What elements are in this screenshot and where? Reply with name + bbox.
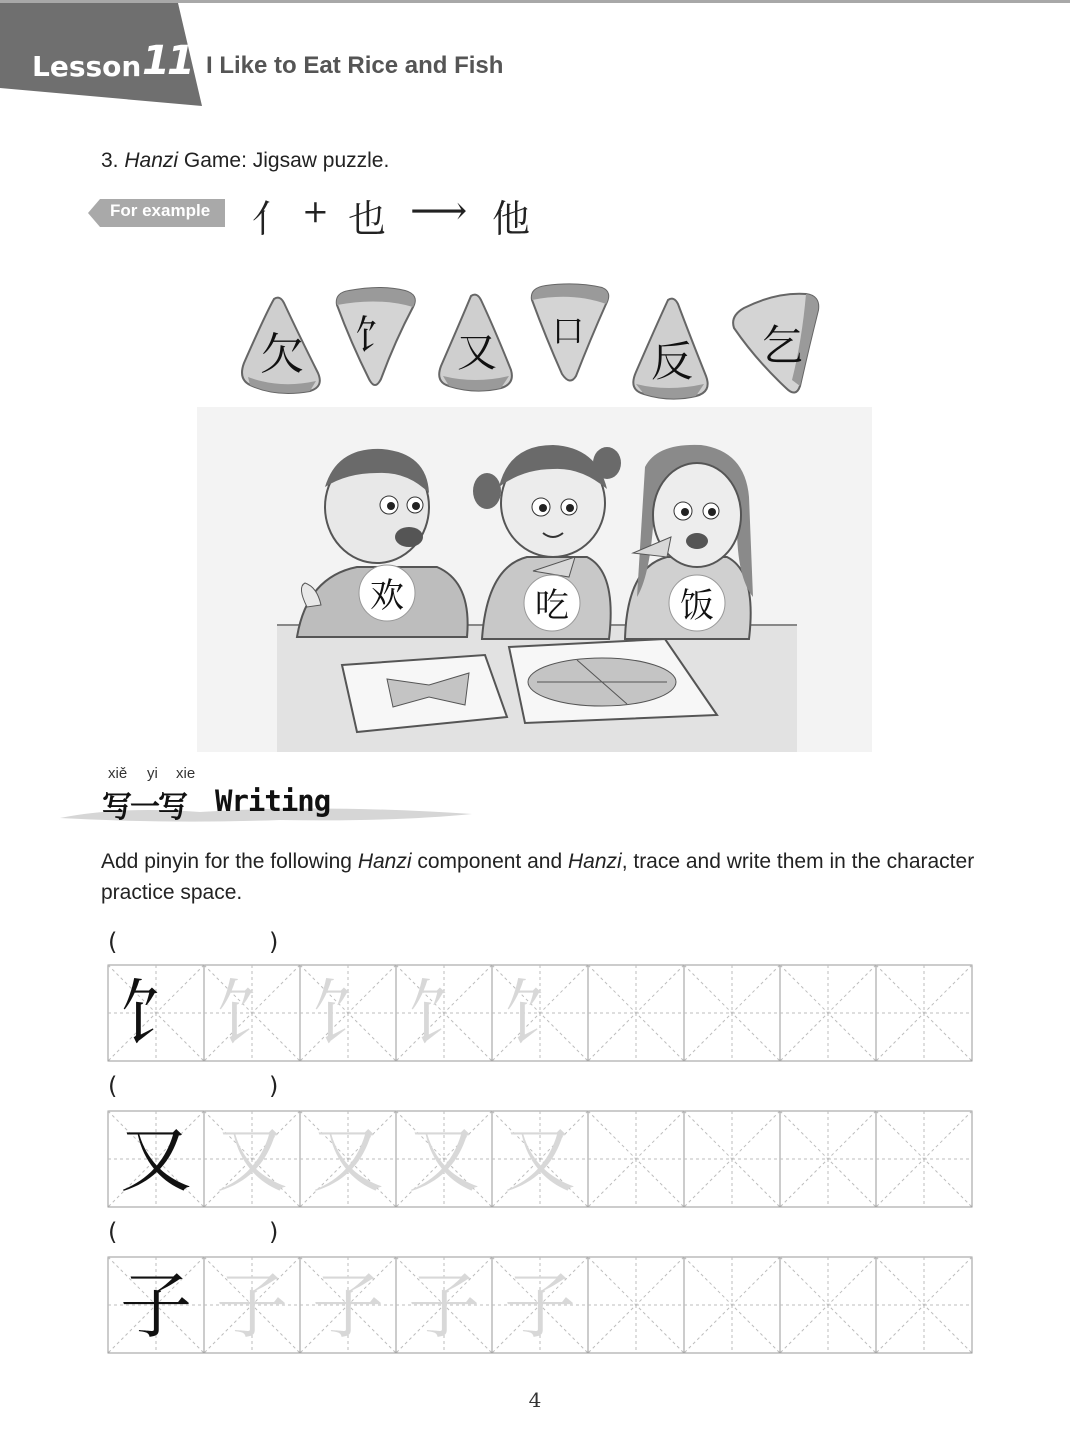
- example-arrow: ⟶: [410, 188, 468, 234]
- practice-cell[interactable]: [396, 1257, 492, 1353]
- practice-cell[interactable]: [780, 1111, 876, 1207]
- plate-char-1: 欢: [370, 576, 404, 616]
- kids-eating-pizza-illustration: [197, 407, 872, 752]
- practice-cell[interactable]: [204, 1111, 300, 1207]
- pinyin-paren-open-3: (: [108, 1218, 118, 1246]
- pinyin-2: yi: [147, 765, 158, 782]
- puzzle-char-2: 饣: [355, 313, 395, 359]
- practice-cell[interactable]: [300, 965, 396, 1061]
- trace-character: 饣: [215, 972, 289, 1056]
- trace-character: 又: [407, 1118, 481, 1202]
- plate-char-3: 饭: [680, 586, 714, 626]
- instructions-italic-1: Hanzi: [357, 850, 412, 873]
- practice-cell[interactable]: [492, 1111, 588, 1207]
- lesson-label: Lesson: [32, 50, 142, 83]
- instructions-text-3: , trace and write them in the character practice space.: [101, 850, 975, 904]
- pizza-box-left: [342, 655, 507, 732]
- trace-character: 又: [215, 1118, 289, 1202]
- practice-cell[interactable]: [588, 965, 684, 1061]
- writing-heading-chinese: 写一写: [102, 790, 186, 825]
- pinyin-3: xie: [176, 765, 196, 782]
- pizza-piece-4: [532, 284, 608, 380]
- pizza-puzzle-pieces: [226, 278, 836, 403]
- practice-cell[interactable]: [108, 1111, 204, 1207]
- practice-cell[interactable]: [492, 1257, 588, 1353]
- trace-character: 子: [215, 1264, 289, 1348]
- puzzle-char-5: 反: [650, 337, 694, 386]
- practice-cell[interactable]: [684, 965, 780, 1061]
- section-title-italic: Hanzi: [124, 149, 179, 172]
- practice-cell[interactable]: [108, 1257, 204, 1353]
- pizza-piece-2: [337, 288, 415, 385]
- pizza-piece-1: [242, 298, 320, 393]
- lesson-number: 11: [142, 38, 192, 84]
- puzzle-char-1: 欠: [260, 329, 304, 380]
- practice-cell[interactable]: [876, 1111, 972, 1207]
- practice-cell[interactable]: [876, 965, 972, 1061]
- puzzle-char-4: 口: [551, 312, 585, 350]
- practice-cell[interactable]: [396, 965, 492, 1061]
- practice-cell[interactable]: [300, 1257, 396, 1353]
- instructions-italic-2: Hanzi: [567, 850, 622, 873]
- puzzle-char-3: 又: [457, 330, 497, 376]
- plate-char-2: 吃: [535, 586, 569, 626]
- writing-instructions: [101, 846, 1001, 908]
- practice-cell[interactable]: [396, 1111, 492, 1207]
- model-character: 饣: [119, 972, 193, 1056]
- pizza-piece-6: [733, 294, 818, 393]
- practice-cell[interactable]: [588, 1257, 684, 1353]
- practice-cell[interactable]: [108, 965, 204, 1061]
- instructions-text-1: Add pinyin for the following: [101, 850, 358, 873]
- pinyin-paren-close-3: ): [269, 1218, 279, 1246]
- example-plus: +: [302, 192, 329, 230]
- trace-character: 饣: [311, 972, 385, 1056]
- practice-cell[interactable]: [204, 965, 300, 1061]
- model-character: 又: [119, 1118, 193, 1202]
- practice-cell[interactable]: [492, 965, 588, 1061]
- example-component-2: 也: [348, 197, 387, 241]
- practice-cell[interactable]: [684, 1257, 780, 1353]
- pinyin-paren-open-2: (: [108, 1072, 118, 1100]
- practice-cell[interactable]: [684, 1111, 780, 1207]
- trace-character: 子: [311, 1264, 385, 1348]
- trace-character: 又: [503, 1118, 577, 1202]
- model-character: 子: [119, 1264, 193, 1348]
- practice-grid-row-1[interactable]: [107, 964, 975, 1062]
- puzzle-char-6: 乞: [760, 321, 804, 370]
- pinyin-paren-open-1: (: [108, 928, 118, 956]
- practice-cell[interactable]: [204, 1257, 300, 1353]
- trace-character: 子: [503, 1264, 577, 1348]
- for-example-label: For example: [110, 201, 211, 220]
- practice-cell[interactable]: [780, 965, 876, 1061]
- writing-heading-english: Writing: [215, 784, 331, 818]
- practice-cell[interactable]: [780, 1257, 876, 1353]
- section-number: 3.: [101, 149, 119, 172]
- pinyin-1: xiě: [108, 765, 128, 782]
- practice-grid-row-3[interactable]: [107, 1256, 975, 1354]
- pizza-piece-5: [633, 299, 707, 399]
- practice-cell[interactable]: [588, 1111, 684, 1207]
- trace-character: 子: [407, 1264, 481, 1348]
- pinyin-paren-close-2: ): [269, 1072, 279, 1100]
- lesson-title: I Like to Eat Rice and Fish: [206, 52, 504, 79]
- example-result: 他: [492, 197, 531, 241]
- trace-character: 又: [311, 1118, 385, 1202]
- section-3-title: [101, 149, 389, 173]
- pinyin-paren-close-1: ): [269, 928, 279, 956]
- pizza-piece-3: [439, 295, 512, 391]
- page-number: 4: [528, 1388, 542, 1412]
- practice-cell[interactable]: [876, 1257, 972, 1353]
- section-title-rest: Game: Jigsaw puzzle.: [178, 149, 390, 172]
- practice-grid-row-2[interactable]: [107, 1110, 975, 1208]
- trace-character: 饣: [503, 972, 577, 1056]
- example-component-1: 亻: [252, 197, 291, 241]
- practice-cell[interactable]: [300, 1111, 396, 1207]
- instructions-text-2: component and: [411, 850, 568, 873]
- trace-character: 饣: [407, 972, 481, 1056]
